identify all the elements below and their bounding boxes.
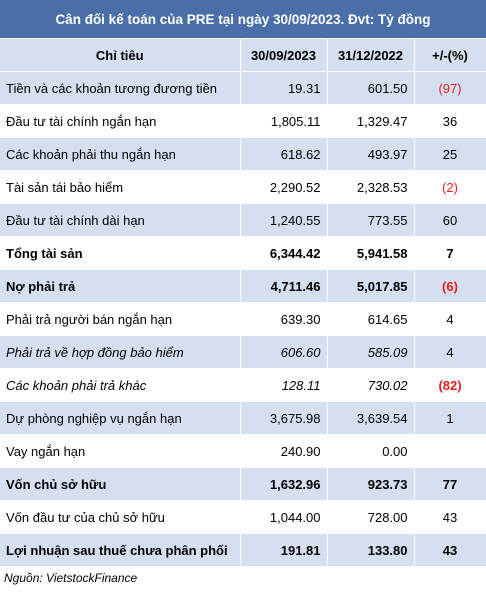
table-row <box>0 402 486 435</box>
row-change: 4 <box>414 303 486 336</box>
table-row <box>0 501 486 534</box>
row-value-2: 601.50 <box>327 72 414 105</box>
row-value-1: 6,344.42 <box>240 237 327 270</box>
header-indicator: Chỉ tiêu <box>0 39 240 72</box>
row-change: (2) <box>414 171 486 204</box>
table-row <box>0 303 486 336</box>
row-change: (97) <box>414 72 486 105</box>
row-change: 1 <box>414 402 486 435</box>
row-value-1: 4,711.46 <box>240 270 327 303</box>
row-change: 43 <box>414 534 486 567</box>
row-label: Đầu tư tài chính ngắn hạn <box>0 105 240 138</box>
row-value-2: 923.73 <box>327 468 414 501</box>
row-value-2: 773.55 <box>327 204 414 237</box>
row-label: Tiền và các khoản tương đương tiền <box>0 72 240 105</box>
table-title: Cân đối kế toán của PRE tại ngày 30/09/2023. Đvt: Tỷ đồng <box>0 0 486 39</box>
row-change: (6) <box>414 270 486 303</box>
row-value-2: 133.80 <box>327 534 414 567</box>
source-note: Nguồn: VietstockFinance <box>4 571 138 585</box>
row-value-2: 614.65 <box>327 303 414 336</box>
table-row <box>0 72 486 105</box>
row-change: 60 <box>414 204 486 237</box>
table-row <box>0 105 486 138</box>
header-date-1: 30/09/2023 <box>240 39 327 72</box>
row-value-1: 191.81 <box>240 534 327 567</box>
row-change: 36 <box>414 105 486 138</box>
row-value-2: 0.00 <box>327 435 414 468</box>
row-change: 7 <box>414 237 486 270</box>
row-label: Dự phòng nghiệp vụ ngắn hạn <box>0 402 240 435</box>
row-change: 25 <box>414 138 486 171</box>
row-change: 4 <box>414 336 486 369</box>
row-value-2: 728.00 <box>327 501 414 534</box>
row-label: Tài sản tái bảo hiểm <box>0 171 240 204</box>
header-row <box>0 39 486 72</box>
row-value-2: 3,639.54 <box>327 402 414 435</box>
row-value-2: 2,328.53 <box>327 171 414 204</box>
row-value-2: 5,017.85 <box>327 270 414 303</box>
row-change: 43 <box>414 501 486 534</box>
table-row-total <box>0 468 486 501</box>
table-row <box>0 336 486 369</box>
table-row-total <box>0 534 486 567</box>
table-row <box>0 171 486 204</box>
row-value-1: 1,240.55 <box>240 204 327 237</box>
row-value-2: 5,941.58 <box>327 237 414 270</box>
row-label: Phải trả về hợp đồng bảo hiểm <box>0 336 240 369</box>
row-value-1: 618.62 <box>240 138 327 171</box>
row-label: Vốn đầu tư của chủ sở hữu <box>0 501 240 534</box>
row-value-1: 19.31 <box>240 72 327 105</box>
row-label: Phải trả người bán ngắn hạn <box>0 303 240 336</box>
row-value-1: 3,675.98 <box>240 402 327 435</box>
row-value-1: 1,632.96 <box>240 468 327 501</box>
row-label: Nợ phải trả <box>0 270 240 303</box>
row-value-1: 2,290.52 <box>240 171 327 204</box>
row-change <box>414 435 486 468</box>
table-row-total <box>0 270 486 303</box>
row-label: Các khoản phải trả khác <box>0 369 240 402</box>
table-row <box>0 204 486 237</box>
row-value-1: 639.30 <box>240 303 327 336</box>
row-value-2: 493.97 <box>327 138 414 171</box>
row-label: Tổng tài sản <box>0 237 240 270</box>
row-value-2: 1,329.47 <box>327 105 414 138</box>
table-row-total <box>0 237 486 270</box>
header-change: +/-(%) <box>414 39 486 72</box>
table-row <box>0 138 486 171</box>
row-change: 77 <box>414 468 486 501</box>
table-row <box>0 369 486 402</box>
row-value-1: 1,044.00 <box>240 501 327 534</box>
row-label: Lợi nhuận sau thuế chưa phân phối <box>0 534 240 567</box>
header-date-2: 31/12/2022 <box>327 39 414 72</box>
row-value-1: 128.11 <box>240 369 327 402</box>
table-row <box>0 435 486 468</box>
row-value-1: 1,805.11 <box>240 105 327 138</box>
row-value-2: 730.02 <box>327 369 414 402</box>
row-value-1: 606.60 <box>240 336 327 369</box>
row-label: Vốn chủ sở hữu <box>0 468 240 501</box>
row-label: Các khoản phải thu ngắn hạn <box>0 138 240 171</box>
row-label: Đầu tư tài chính dài hạn <box>0 204 240 237</box>
balance-sheet-table <box>0 39 486 567</box>
row-change: (82) <box>414 369 486 402</box>
row-value-2: 585.09 <box>327 336 414 369</box>
row-value-1: 240.90 <box>240 435 327 468</box>
row-label: Vay ngắn hạn <box>0 435 240 468</box>
